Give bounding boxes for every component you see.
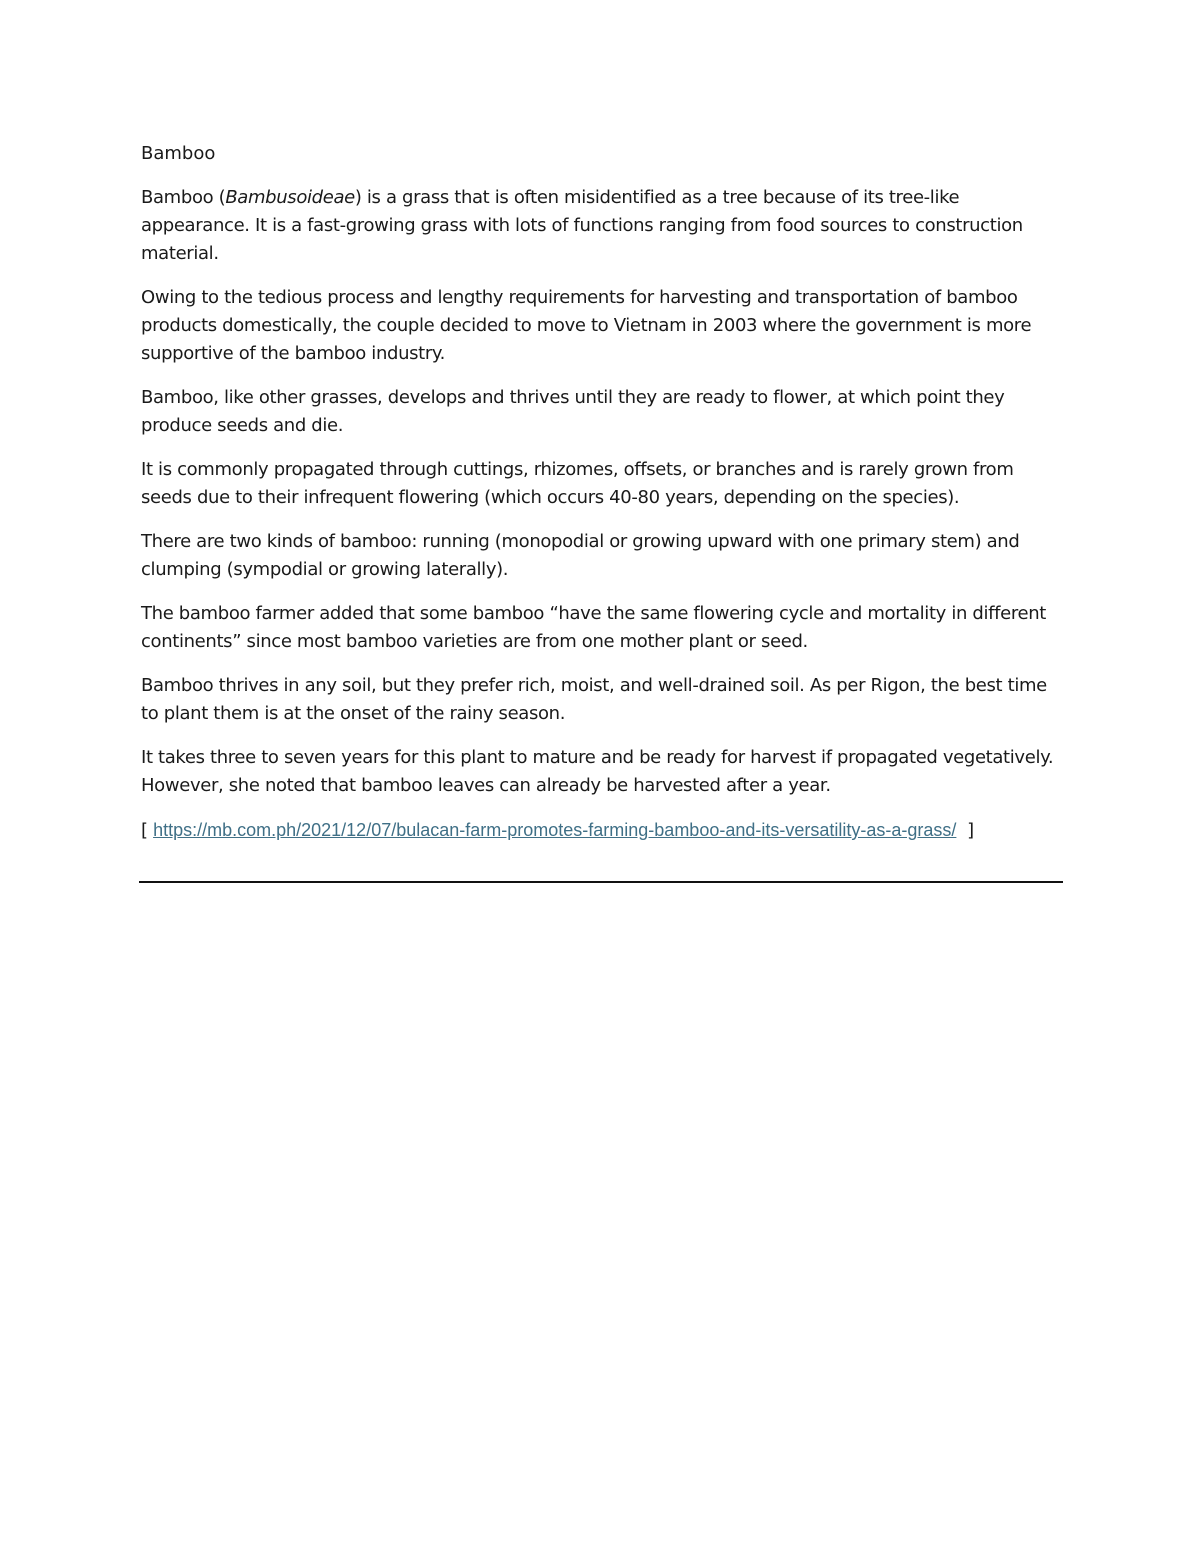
paragraph-soil: Bamboo thrives in any soil, but they prefer rich, moist, and well-drained soil. As per Rigon, the best time to plant them is at the onset of the rainy season.	[141, 675, 1047, 724]
source-open-bracket: [	[141, 820, 148, 841]
paragraph-harvest: It takes three to seven years for this plant to mature and be ready for harvest if propagated vegetatively. However, she noted that bamboo leaves can already be harvested after a year.	[141, 747, 1054, 796]
source-close-bracket: ]	[967, 820, 974, 841]
paragraph-kinds: There are two kinds of bamboo: running (monopodial or growing upward with one primary stem) and clumping (sympodial or growing laterally).	[141, 531, 1020, 580]
scientific-name: Bambusoideae	[225, 187, 355, 208]
intro-text-before: Bamboo (	[141, 187, 226, 208]
horizontal-rule	[139, 881, 1063, 883]
document-page	[141, 140, 1063, 845]
source-link[interactable]: https://mb.com.ph/2021/12/07/bulacan-farm-promotes-farming-bamboo-and-its-versatility-as-a-grass/	[153, 820, 957, 840]
intro-paragraph	[141, 184, 1063, 268]
paragraph-propagation: It is commonly propagated through cuttings, rhizomes, offsets, or branches and is rarely grown from seeds due to their infrequent flowering (which occurs 40-80 years, depending on the species).	[141, 459, 1014, 508]
paragraph-flowering: Bamboo, like other grasses, develops and thrives until they are ready to flower, at which point they produce seeds and die.	[141, 387, 1005, 436]
source-citation	[141, 816, 1063, 845]
paragraph-relocation: Owing to the tedious process and lengthy requirements for harvesting and transportation of bamboo products domestically, the couple decided to move to Vietnam in 2003 where the government is more supportive of the bamboo industry.	[141, 287, 1032, 364]
intro-text-after: ) is a grass that is often misidentified as a tree because of its tree-like appearance. It is a fast-growing grass with lots of functions ranging from food sources to construction material.	[141, 187, 1023, 264]
paragraph-mortality: The bamboo farmer added that some bamboo “have the same flowering cycle and mortality in different continents” since most bamboo varieties are from one mother plant or seed.	[141, 603, 1046, 652]
document-title: Bamboo	[141, 143, 216, 164]
